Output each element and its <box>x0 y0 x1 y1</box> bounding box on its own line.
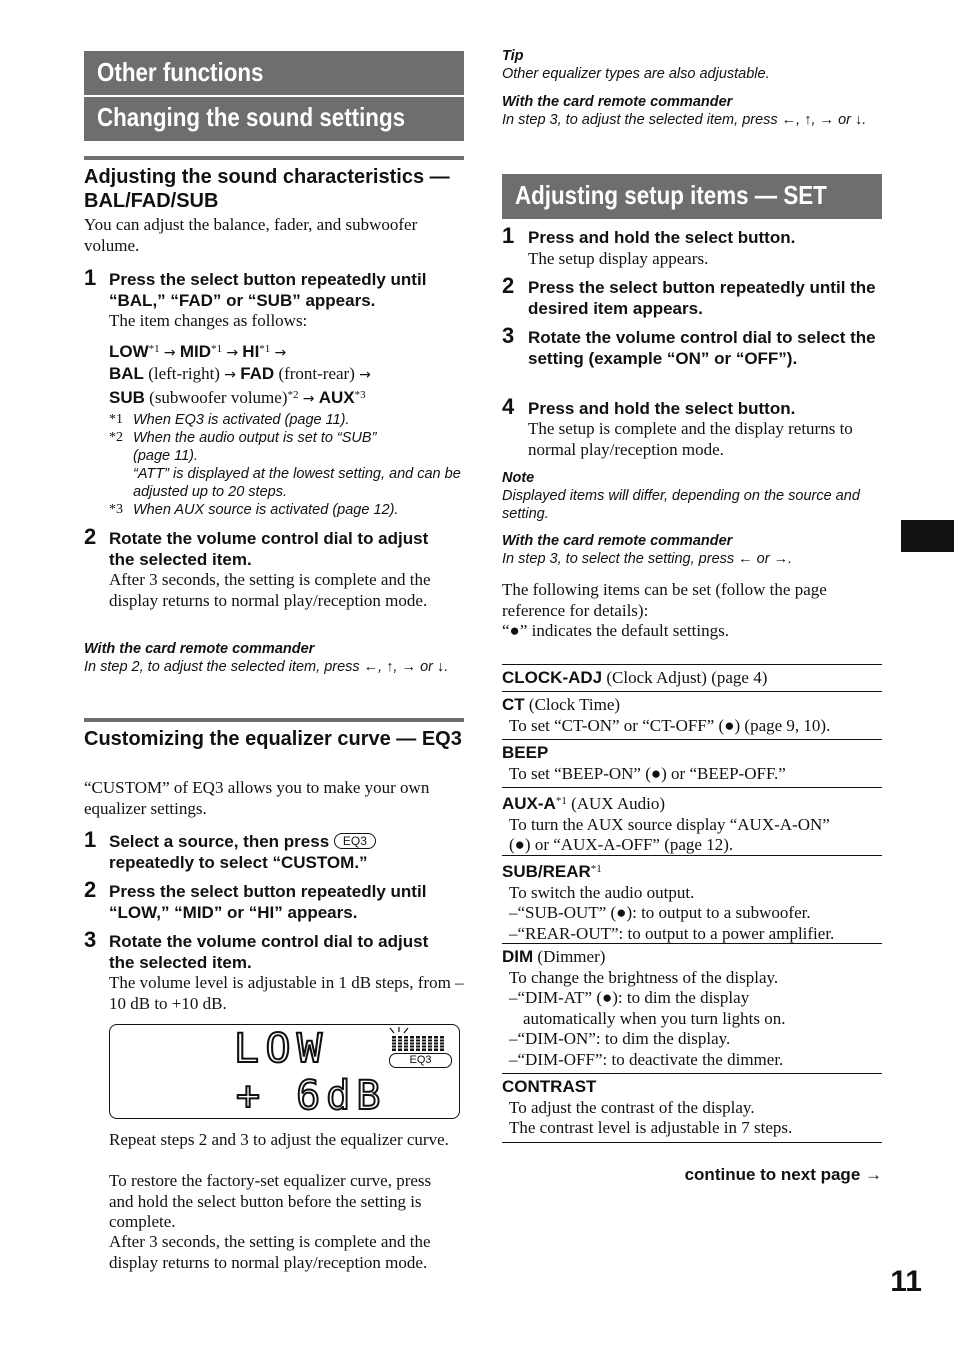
setting-desc: (Clock Time) <box>528 695 621 714</box>
section-title: Adjusting setup items — SET <box>515 180 827 210</box>
step-title: Rotate the volume control dial to adjust the selected item. <box>109 932 429 972</box>
seq-bal-desc: (left-right) <box>148 363 220 383</box>
seq-bal: BAL <box>109 363 144 383</box>
seq-sub: SUB <box>109 388 145 407</box>
seq-fad: FAD <box>240 363 275 383</box>
footnote-3 <box>109 501 464 519</box>
sequence-line-1 <box>109 339 464 364</box>
lcd-display-illustration <box>109 1024 460 1119</box>
step-text: After 3 seconds, the setting is complete and the display returns to normal play/reception mode. <box>109 570 431 610</box>
tip-text: Other equalizer types are also adjustable. <box>502 66 770 82</box>
arrow-right-icon: → <box>274 345 287 361</box>
after-text-1: Repeat steps 2 and 3 to adjust the equalizer curve. <box>109 1130 449 1149</box>
intro-text: You can adjust the balance, fader, and subwoofer volume. <box>84 215 418 255</box>
setting-key: DIM <box>502 947 534 966</box>
note-heading: Note <box>502 470 535 486</box>
item-sequence <box>109 339 464 410</box>
footnote-ref: *1 <box>211 343 223 355</box>
step-title-part: repeatedly to select “CUSTOM.” <box>109 852 368 872</box>
step-number: 2 <box>84 524 97 549</box>
seq-sub-desc: (subwoofer volume) <box>149 388 288 407</box>
setting-desc: (AUX Audio) <box>571 794 666 813</box>
heading-bal-fad-sub: Adjusting the sound characteristics — BAL/FAD/SUB <box>84 166 450 212</box>
footnote-text: “ATT” is displayed at the lowest setting, and can be adjusted up to 20 steps. <box>133 466 461 500</box>
remote-heading: With the card remote commander <box>502 533 733 549</box>
tip-heading: Tip <box>502 48 524 64</box>
step-title: Press and hold the select button. <box>528 399 796 418</box>
setting-detail: –“REAR-OUT”: to output to a power amplifier. <box>509 923 835 943</box>
arrow-right-icon: → <box>226 345 239 361</box>
setting-row-beep <box>502 739 882 784</box>
setting-detail: The contrast level is adjustable in 7 steps. <box>509 1118 793 1137</box>
seq-aux: AUX <box>318 388 355 407</box>
setting-row-contrast <box>502 1073 882 1143</box>
footnote-ref: *3 <box>354 389 366 401</box>
step-text: The volume level is adjustable in 1 dB steps, from –10 dB to +10 dB. <box>109 973 464 1013</box>
setting-detail: To change the brightness of the display. <box>509 967 779 987</box>
setting-desc: (Dimmer) <box>537 947 606 966</box>
step-title: Press and hold the select button. <box>528 228 796 247</box>
setting-key: CLOCK-ADJ <box>502 668 603 687</box>
section-band-other-functions <box>84 51 464 95</box>
page-number: 11 <box>890 1265 922 1298</box>
items-intro: The following items can be set (follow the page reference for details): <box>502 580 827 620</box>
step-number: 1 <box>84 827 97 852</box>
footnote-mark: *1 <box>109 412 123 427</box>
setting-detail: To turn the AUX source display “AUX-A-ON” <box>509 814 830 834</box>
eq3-badge: EQ3 <box>389 1053 452 1068</box>
setting-row-sub-rear <box>502 855 882 944</box>
divider <box>84 718 464 722</box>
step-number: 1 <box>502 223 515 248</box>
step-title <box>109 832 464 873</box>
footnote-1 <box>109 411 464 429</box>
setting-row-clock-adj <box>502 664 882 689</box>
remote-heading: With the card remote commander <box>502 94 733 110</box>
step-title: Rotate the volume control dial to select the setting (example “ON” or “OFF”). <box>528 328 876 368</box>
lcd-line-2: + 6dB <box>236 1073 387 1119</box>
equalizer-bars-icon <box>388 1027 452 1053</box>
step-text: The setup is complete and the display returns to normal play/reception mode. <box>528 419 853 459</box>
footnote-2 <box>109 429 464 501</box>
intro-text: “CUSTOM” of EQ3 allows you to make your own equalizer settings. <box>84 778 430 818</box>
sequence-line-3 <box>109 385 464 410</box>
arrow-right-icon: → <box>359 366 371 383</box>
seq-mid: MID <box>179 342 212 361</box>
arrow-right-icon: → <box>163 345 176 361</box>
footnote-ref: *1 <box>590 863 602 875</box>
setting-detail: –“DIM-AT” (●): to dim the display <box>509 988 750 1007</box>
after-text-3: After 3 seconds, the setting is complete and the display returns to normal play/reception mode. <box>109 1232 431 1272</box>
page-tab-marker <box>901 520 954 552</box>
step-number: 2 <box>502 273 515 298</box>
setting-key: AUX-A <box>502 794 556 813</box>
setting-detail: –“SUB-OUT” (●): to output to a subwoofer. <box>509 903 811 922</box>
remote-text: In step 2, to adjust the selected item, press ←, ↑, → or ↓. <box>84 659 449 675</box>
setting-detail: (●) or “AUX-A-OFF” (page 12). <box>509 835 734 854</box>
setting-detail: To set “BEEP-ON” (●) or “BEEP-OFF.” <box>509 763 786 783</box>
step-number: 2 <box>84 877 97 902</box>
seq-low: LOW <box>109 342 149 361</box>
footnote-text: When EQ3 is activated (page 11). <box>133 412 350 428</box>
footnote-mark: *2 <box>109 430 123 445</box>
eq3-key-icon: EQ3 <box>334 833 376 849</box>
setting-detail: To set “CT-ON” or “CT-OFF” (●) (page 9, 10). <box>509 715 831 735</box>
setting-detail: automatically when you turn lights on. <box>523 1008 786 1028</box>
note-text: Displayed items will differ, depending on the source and setting. <box>502 488 860 522</box>
after-text-2: To restore the factory-set equalizer curve, press and hold the select button before the setting is complete. <box>109 1171 432 1231</box>
heading-eq3: Customizing the equalizer curve — EQ3 <box>84 728 462 750</box>
continue-to-next-page: continue to next page → <box>684 1165 882 1184</box>
setting-key: BEEP <box>502 743 549 762</box>
sequence-line-2 <box>109 364 464 386</box>
section-band-sound-settings <box>84 96 464 141</box>
setting-key: CONTRAST <box>502 1077 597 1096</box>
section-title: Other functions <box>97 57 264 87</box>
step-title: Rotate the volume control dial to adjust the selected item. <box>109 529 429 569</box>
setting-detail: –“DIM-ON”: to dim the display. <box>509 1029 731 1048</box>
remote-text: In step 3, to adjust the selected item, press ←, ↑, → or ↓. <box>502 112 867 128</box>
setting-detail: To adjust the contrast of the display. <box>509 1097 755 1117</box>
arrow-right-icon: → <box>302 391 315 407</box>
setting-detail: To switch the audio output. <box>509 882 695 902</box>
seq-fad-desc: (front-rear) <box>278 363 355 383</box>
setting-row-aux-a <box>502 787 882 856</box>
footnote-text: When AUX source is activated (page 12). <box>133 502 399 518</box>
setting-detail: –“DIM-OFF”: to deactivate the dimmer. <box>509 1049 784 1069</box>
setting-key: SUB/REAR <box>502 862 591 881</box>
step-number: 1 <box>84 265 97 290</box>
step-title: Press the select button repeatedly until the desired item appears. <box>528 278 876 318</box>
step-number: 4 <box>502 394 515 419</box>
setting-desc: (Clock Adjust) (page 4) <box>606 668 768 687</box>
footnote-ref: *1 <box>259 343 271 355</box>
remote-text: In step 3, to select the setting, press ← or →. <box>502 551 793 567</box>
step-title-part: Select a source, then press <box>109 832 330 851</box>
setting-key: CT <box>502 695 525 714</box>
divider <box>84 156 464 160</box>
step-title: Press the select button repeatedly until “BAL,” “FAD” or “SUB” appears. <box>109 270 427 310</box>
lcd-line-1: LOW <box>233 1026 329 1072</box>
seq-hi: HI <box>242 342 260 361</box>
footnote-text: When the audio output is set to “SUB” (page 11). <box>133 430 377 464</box>
step-number: 3 <box>84 927 97 952</box>
footnote-ref: *1 <box>148 343 160 355</box>
remote-heading: With the card remote commander <box>84 641 315 657</box>
footnote-ref: *2 <box>287 389 299 401</box>
step-number: 3 <box>502 323 515 348</box>
step-text: The setup display appears. <box>528 249 709 268</box>
step-title: Press the select button repeatedly until “LOW,” “MID” or “HI” appears. <box>109 882 427 922</box>
setting-row-dim <box>502 943 882 1070</box>
step-text: The item changes as follows: <box>109 311 308 330</box>
section-band-setup <box>502 174 882 219</box>
section-subtitle: Changing the sound settings <box>97 102 406 132</box>
default-note: “●” indicates the default settings. <box>502 621 729 640</box>
setting-row-ct <box>502 691 882 736</box>
footnote-mark: *3 <box>109 502 123 517</box>
arrow-right-icon: → <box>224 366 236 383</box>
footnote-ref: *1 <box>555 795 567 807</box>
